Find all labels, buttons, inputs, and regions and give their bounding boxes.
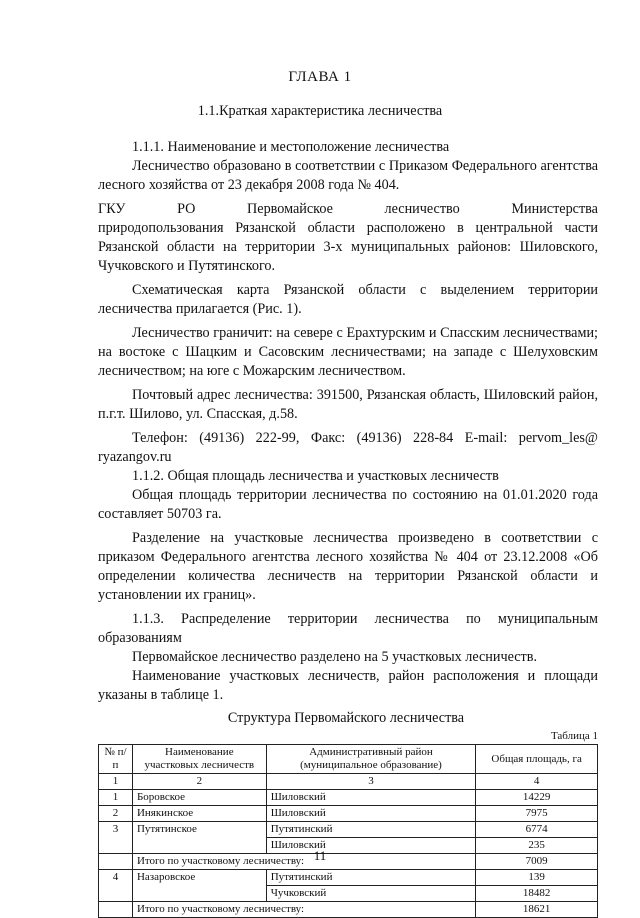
district-name: Назаровское — [132, 870, 266, 902]
area-value: 18482 — [476, 886, 598, 902]
subtotal-value: 18621 — [476, 902, 598, 918]
column-number: 3 — [266, 774, 476, 790]
paragraph-address: Почтовый адрес лесничества: 391500, Рязанская область, Шиловский район, п.г.т. Шилово, ул. Спасская, д.58. — [98, 387, 598, 422]
forestry-structure-table — [98, 744, 598, 918]
subtotal-label: Итого по участковому лесничеству: — [132, 854, 475, 870]
admin-district: Путятинский — [266, 870, 476, 886]
word: Первомайское — [247, 201, 333, 217]
paragraph-table-reference: Наименование участковых лесничеств, район расположения и площади указаны в таблице 1. — [98, 668, 598, 703]
section-title: 1.1.Краткая характеристика лесничества — [197, 103, 443, 119]
row-number: 2 — [99, 806, 133, 822]
area-value: 139 — [476, 870, 598, 886]
paragraph-borders: Лесничество граничит: на севере с Ерахтурским и Спасским лесничествами; на востоке с Шацким и Сасовским лесничествами; на западе с Шелуховским лесничеством; на юге с Можарским лесничеством. — [98, 325, 598, 379]
paragraph-district-count: Первомайское лесничество разделено на 5 участковых лесничеств. — [132, 649, 537, 665]
column-number: 4 — [476, 774, 598, 790]
header-cell: Наименование участковых лесничеств — [132, 745, 266, 774]
header-cell: Общая площадь, га — [476, 745, 598, 774]
table-subtotal-row — [99, 902, 598, 918]
table-title: Структура Первомайского лесничества — [227, 710, 465, 726]
column-number: 2 — [132, 774, 266, 790]
area-value: 6774 — [476, 822, 598, 838]
header-cell: Административный район (муниципальное образование) — [266, 745, 476, 774]
empty-cell — [99, 902, 133, 918]
row-number: 3 — [99, 822, 133, 854]
table-row — [99, 790, 598, 806]
subtotal-value: 7009 — [476, 854, 598, 870]
admin-district: Чучковский — [266, 886, 476, 902]
column-number: 1 — [99, 774, 133, 790]
header-cell: № п/п — [99, 745, 133, 774]
district-name: Путятинское — [132, 822, 266, 854]
district-name: Инякинское — [132, 806, 266, 822]
paragraph-location — [98, 200, 598, 276]
word: ГКУ — [98, 201, 126, 217]
paragraph-contacts: Телефон: (49136) 222-99, Факс: (49136) 228-84 E-mail: pervom_les@ ryazangov.ru — [98, 430, 598, 465]
table-column-number-row — [99, 774, 598, 790]
page-number: 11 — [313, 848, 327, 863]
document-body — [98, 138, 598, 918]
chapter-heading: ГЛАВА 1 — [288, 69, 352, 85]
table-row — [99, 870, 598, 886]
paragraph-total-area: Общая площадь территории лесничества по состоянию на 01.01.2020 года составляет 50703 га. — [98, 487, 598, 522]
subsection-heading-1-1-2: 1.1.2. Общая площадь лесничества и участковых лесничеств — [132, 468, 499, 484]
paragraph-establishment: Лесничество образовано в соответствии с Приказом Федерального агентства лесного хозяйства от 23 декабря 2008 года № 404. — [98, 158, 598, 193]
district-name: Боровское — [132, 790, 266, 806]
word: Министерства — [511, 201, 598, 217]
admin-district: Шиловский — [266, 806, 476, 822]
admin-district: Путятинский — [266, 822, 476, 838]
paragraph-division: Разделение на участковые лесничества произведено в соответствии с приказом Федерального агентства лесного хозяйства № 404 от 23.12.2008 «Об определении количества лесничеств на территории Рязанской области и установлении их границ». — [98, 530, 598, 603]
area-value: 7975 — [476, 806, 598, 822]
row-number: 1 — [99, 790, 133, 806]
paragraph-location-rest: природопользования Рязанской области расположено в центральной части Рязанской области на территории 3-х муниципальных районов: Шиловского, Чучковского и Путятинского. — [98, 220, 598, 274]
word: лесничество — [384, 201, 460, 217]
subsection-heading-1-1-1: 1.1.1. Наименование и местоположение лесничества — [132, 139, 450, 155]
admin-district: Шиловский — [266, 790, 476, 806]
area-value: 14229 — [476, 790, 598, 806]
paragraph-map: Схематическая карта Рязанской области с выделением территории лесничества прилагается (Рис. 1). — [98, 282, 598, 317]
area-value: 235 — [476, 838, 598, 854]
word: РО — [177, 201, 196, 217]
subtotal-label: Итого по участковому лесничеству: — [132, 902, 475, 918]
admin-district: Шиловский — [266, 838, 476, 854]
table-header-row — [99, 745, 598, 774]
table-row — [99, 822, 598, 838]
paragraph-location-first-line — [98, 200, 598, 219]
table-label: Таблица 1 — [550, 730, 598, 742]
row-number: 4 — [99, 870, 133, 902]
table-row — [99, 806, 598, 822]
subsection-heading-1-1-3: 1.1.3. Распределение территории лесничества по муниципальным образованиям — [98, 611, 598, 646]
